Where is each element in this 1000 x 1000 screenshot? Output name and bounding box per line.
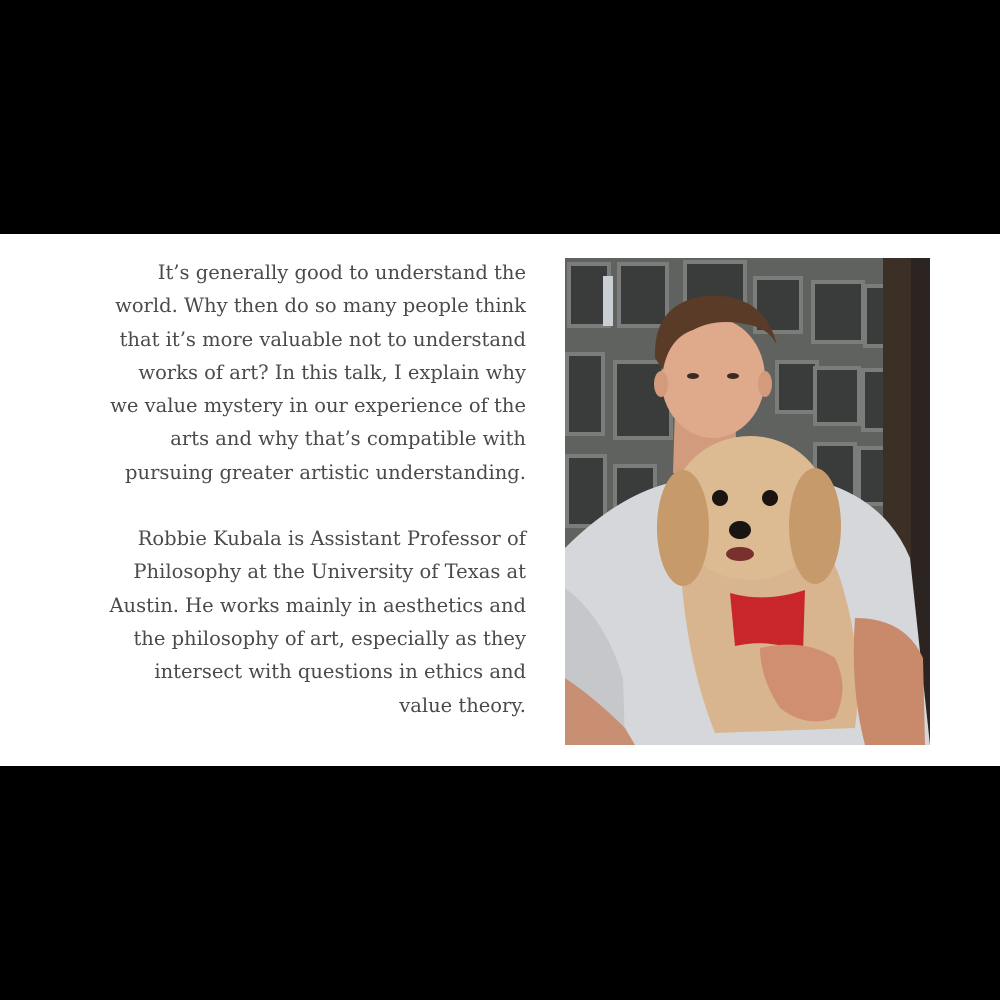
content-panel [0,234,1000,766]
portrait-photo-icon [565,258,930,745]
speaker-photo [565,258,930,745]
speaker-bio: Robbie Kubala is Assistant Professor of Philosophy at the University of Texas at Austin. He works mainly in aesthetics and the philosophy of art, especially as they intersect with questions in ethics and value theory. [109,527,526,717]
text-column [60,256,526,722]
talk-abstract: It’s generally good to understand the world. Why then do so many people think that it’s more valuable not to understand works of art? In this talk, I explain why we value mystery in our experience of the arts and why that’s compatible with pursuing greater artistic understanding. [110,261,526,484]
